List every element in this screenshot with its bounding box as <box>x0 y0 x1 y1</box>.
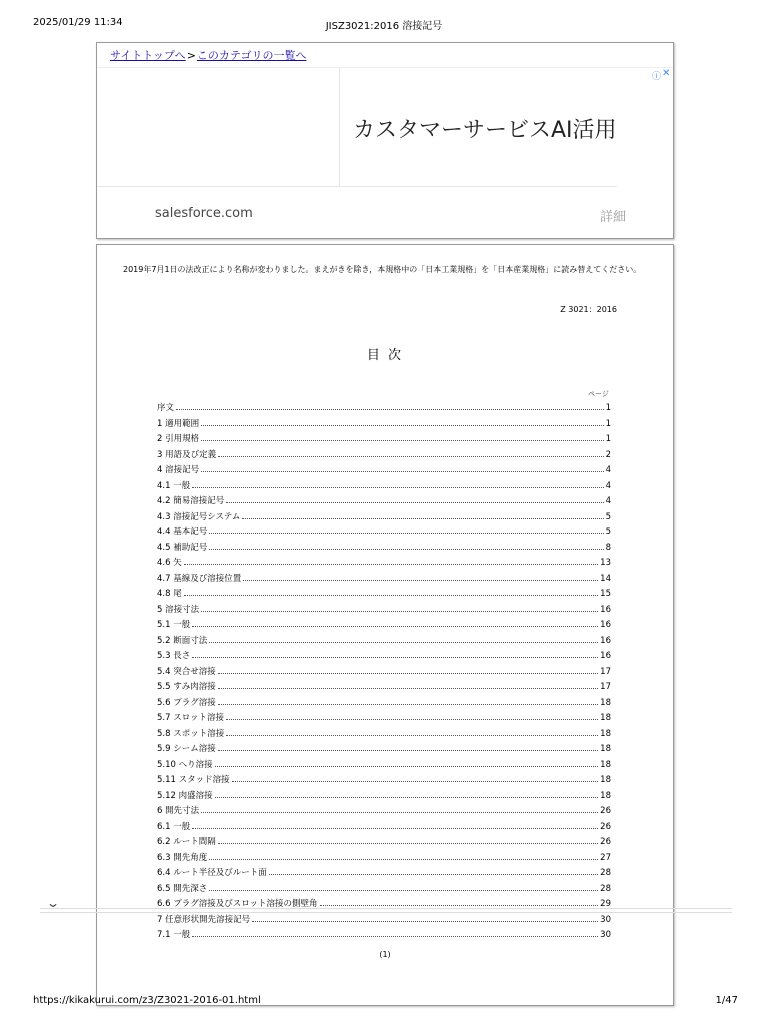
toc-entry-page: 26 <box>600 806 611 816</box>
toc-entry-page: 26 <box>600 837 611 847</box>
toc-leader-dots <box>192 651 598 658</box>
toc-entry-label: 3 用語及び定義 <box>157 449 217 460</box>
toc-leader-dots <box>218 450 603 457</box>
toc-entry-label: 2 引用規格 <box>157 434 200 444</box>
toc-entry-page: 4 <box>605 480 611 491</box>
toc-entry <box>157 742 611 758</box>
toc-leader-dots <box>201 605 598 612</box>
toc-leader-dots <box>218 682 598 689</box>
toc-leader-dots <box>209 853 598 860</box>
ad-close-icon[interactable]: ✕ <box>662 68 671 79</box>
ad-detail-button[interactable]: 詳細 <box>600 210 627 225</box>
toc-leader-dots <box>242 512 603 519</box>
toc-entry-page: 5 <box>605 527 611 537</box>
toc-entry-page: 17 <box>600 666 611 677</box>
toc-entry-page: 8 <box>605 542 611 553</box>
toc-entry <box>157 727 611 743</box>
toc-leader-dots <box>184 558 598 565</box>
toc-entry-label: 6.5 開先深さ <box>157 883 208 894</box>
ad-image-area[interactable] <box>97 68 340 186</box>
toc-entry-label: 4.8 尾 <box>157 589 182 599</box>
document-number: Z 3021：2016 <box>560 305 617 314</box>
toc-title: 目 次 <box>366 348 404 363</box>
toc-entry-label: 4 溶接記号 <box>157 465 200 475</box>
toc-entry <box>157 572 611 588</box>
toc-entry-page: 18 <box>600 790 611 801</box>
print-url: https://kikakurui.com/z3/Z3021-2016-01.html <box>33 995 261 1006</box>
toc-entry <box>157 525 611 541</box>
toc-entry-page: 27 <box>600 852 611 863</box>
toc-entry-page: 16 <box>600 620 611 630</box>
toc-entry-label: 5.1 一般 <box>157 620 191 630</box>
toc-entry-label: 6 開先寸法 <box>157 806 200 816</box>
toc-entry-page: 18 <box>600 697 611 708</box>
toc-entry-page: 18 <box>600 744 611 754</box>
toc-leader-dots <box>320 899 599 906</box>
toc-entry-label: 6.3 開先角度 <box>157 852 208 863</box>
chevron-down-icon[interactable]: ⌄ <box>45 896 61 910</box>
breadcrumb <box>110 47 306 63</box>
toc-entry-label: 5.12 肉盛溶接 <box>157 790 213 801</box>
toc-leader-dots <box>218 698 598 705</box>
toc-leader-dots <box>201 434 603 441</box>
toc-entry-page: 1 <box>605 418 611 429</box>
toc-entry <box>157 882 611 898</box>
page-column-heading: ページ <box>588 390 609 398</box>
toc-entry <box>157 556 611 572</box>
toc-entry-page: 16 <box>600 604 611 615</box>
toc-entry-page: 4 <box>605 465 611 475</box>
toc-leader-dots <box>218 837 598 844</box>
site-top-link[interactable]: サイトトップへ <box>110 49 186 62</box>
toc-leader-dots <box>209 527 603 534</box>
toc-entry <box>157 417 611 433</box>
breadcrumb-separator: > <box>186 49 196 62</box>
toc-entry-label: 7.1 一般 <box>157 930 191 940</box>
ad-domain[interactable]: salesforce.com <box>155 206 253 221</box>
toc-entry-page: 26 <box>600 821 611 832</box>
toc-entry-label: 5.10 へり溶接 <box>157 759 213 770</box>
toc-entry <box>157 510 611 526</box>
toc-leader-dots <box>232 775 599 782</box>
toc-entry-page: 17 <box>600 682 611 692</box>
toc-entry <box>157 665 611 681</box>
toc-entry-label: 5.9 シーム溶接 <box>157 744 216 754</box>
toc-leader-dots <box>184 589 598 596</box>
toc-entry-page: 18 <box>600 759 611 770</box>
toc-entry-page: 29 <box>600 899 611 909</box>
toc-entry <box>157 696 611 712</box>
toc-entry <box>157 448 611 464</box>
roman-page-number: (1) <box>379 950 391 959</box>
toc-leader-dots <box>215 791 599 798</box>
toc-entry <box>157 587 611 603</box>
toc-leader-dots <box>192 822 598 829</box>
print-footer <box>0 995 768 1009</box>
toc-entry-page: 18 <box>600 728 611 739</box>
toc-entry-label: 4.6 矢 <box>157 558 182 568</box>
toc-entry <box>157 913 611 929</box>
toc-entry <box>157 804 611 820</box>
toc-leader-dots <box>192 620 598 627</box>
toc-entry-label: 5 溶接寸法 <box>157 604 200 615</box>
print-header <box>0 17 768 31</box>
toc-leader-dots <box>226 729 598 736</box>
print-page-count: 1/47 <box>715 995 738 1006</box>
toc-leader-dots <box>226 496 603 503</box>
toc-entry-page: 1 <box>605 434 611 444</box>
toc-entry-label: 1 適用範囲 <box>157 418 200 429</box>
toc-entry <box>157 634 611 650</box>
toc-entry <box>157 758 611 774</box>
toc-leader-dots <box>201 806 598 813</box>
toc-entry-label: 5.11 スタッド溶接 <box>157 775 230 785</box>
toc-entry <box>157 603 611 619</box>
breadcrumb-ad-box <box>96 42 674 239</box>
toc-leader-dots <box>201 419 603 426</box>
toc-entry <box>157 479 611 495</box>
toc-entry-page: 28 <box>600 883 611 894</box>
advertisement[interactable] <box>97 67 673 238</box>
toc-leader-dots <box>209 636 598 643</box>
toc-entry <box>157 618 611 634</box>
toc-leader-dots <box>176 403 604 410</box>
toc-entry-label: 5.5 すみ肉溶接 <box>157 682 216 692</box>
toc-leader-dots <box>209 884 598 891</box>
print-title: JISZ3021:2016 溶接記号 <box>325 21 443 32</box>
toc-leader-dots <box>226 713 598 720</box>
toc-entry-label: 5.6 プラグ溶接 <box>157 697 216 708</box>
toc-entry <box>157 820 611 836</box>
toc-entry <box>157 773 611 789</box>
toc-entry-page: 13 <box>600 558 611 568</box>
table-of-contents <box>157 401 611 944</box>
toc-leader-dots <box>215 760 599 767</box>
toc-entry-page: 5 <box>605 511 611 522</box>
toc-entry-label: 序文 <box>157 403 175 413</box>
toc-entry-label: 4.3 溶接記号システム <box>157 511 241 522</box>
toc-entry-page: 18 <box>600 775 611 785</box>
toc-entry-label: 6.1 一般 <box>157 821 191 832</box>
toc-entry-page: 15 <box>600 589 611 599</box>
toc-entry-page: 16 <box>600 651 611 661</box>
toc-leader-dots <box>192 930 598 937</box>
toc-entry <box>157 401 611 417</box>
ad-headline[interactable]: カスタマーサービスAI活用 <box>353 118 617 143</box>
document-page <box>96 244 674 1006</box>
toc-entry-page: 2 <box>605 449 611 460</box>
toc-leader-dots <box>218 667 598 674</box>
toc-entry-label: 6.4 ルート半径及びルート面 <box>157 868 267 878</box>
toc-entry-page: 16 <box>600 635 611 646</box>
toc-entry <box>157 463 611 479</box>
toc-entry-label: 5.3 長さ <box>157 651 191 661</box>
toc-entry <box>157 851 611 867</box>
toc-entry-page: 30 <box>600 914 611 925</box>
toc-entry-page: 18 <box>600 713 611 723</box>
toc-leader-dots <box>192 481 603 488</box>
toc-leader-dots <box>218 744 598 751</box>
toc-entry <box>157 711 611 727</box>
toc-entry-page: 28 <box>600 868 611 878</box>
toc-entry-label: 4.2 簡易溶接記号 <box>157 496 225 506</box>
toc-entry-label: 5.2 断面寸法 <box>157 635 208 646</box>
toc-entry-label: 4.4 基本記号 <box>157 527 208 537</box>
toc-entry <box>157 649 611 665</box>
toc-leader-dots <box>252 915 598 922</box>
toc-entry-label: 5.4 突合せ溶接 <box>157 666 216 677</box>
toc-entry-label: 6.6 プラグ溶接及びスロット溶接の側壁角 <box>157 899 318 909</box>
toc-leader-dots <box>201 465 603 472</box>
toc-entry-page: 14 <box>600 573 611 584</box>
toc-entry-label: 5.7 スロット溶接 <box>157 713 225 723</box>
toc-entry <box>157 541 611 557</box>
toc-leader-dots <box>209 543 603 550</box>
category-list-link[interactable]: このカテゴリの一覧へ <box>196 49 307 62</box>
toc-entry <box>157 866 611 882</box>
toc-entry <box>157 494 611 510</box>
ad-divider <box>97 186 617 187</box>
toc-entry-label: 6.2 ルート間隔 <box>157 837 216 847</box>
horizontal-scrollbar[interactable] <box>40 908 732 913</box>
toc-entry-label: 4.5 補助記号 <box>157 542 208 553</box>
toc-entry <box>157 928 611 944</box>
toc-leader-dots <box>269 868 598 875</box>
toc-entry-label: 5.8 スポット溶接 <box>157 728 225 739</box>
toc-entry <box>157 432 611 448</box>
toc-entry <box>157 835 611 851</box>
toc-entry-label: 7 任意形状開先溶接記号 <box>157 914 251 925</box>
toc-leader-dots <box>243 574 598 581</box>
toc-entry <box>157 680 611 696</box>
toc-entry <box>157 789 611 805</box>
toc-entry-page: 4 <box>605 496 611 506</box>
toc-entry-label: 4.7 基線及び溶接位置 <box>157 573 242 584</box>
toc-entry-label: 4.1 一般 <box>157 480 191 491</box>
law-change-notice: 2019年7月1日の法改正により名称が変わりました。まえがきを除き，本規格中の「日本工業規格」を「日本産業規格」に読み替えてください。 <box>123 265 642 274</box>
ad-info-icon[interactable]: ⓘ <box>652 72 662 82</box>
toc-entry-page: 1 <box>605 403 611 413</box>
toc-entry-page: 30 <box>600 930 611 940</box>
print-datetime: 2025/01/29 11:34 <box>33 17 123 28</box>
